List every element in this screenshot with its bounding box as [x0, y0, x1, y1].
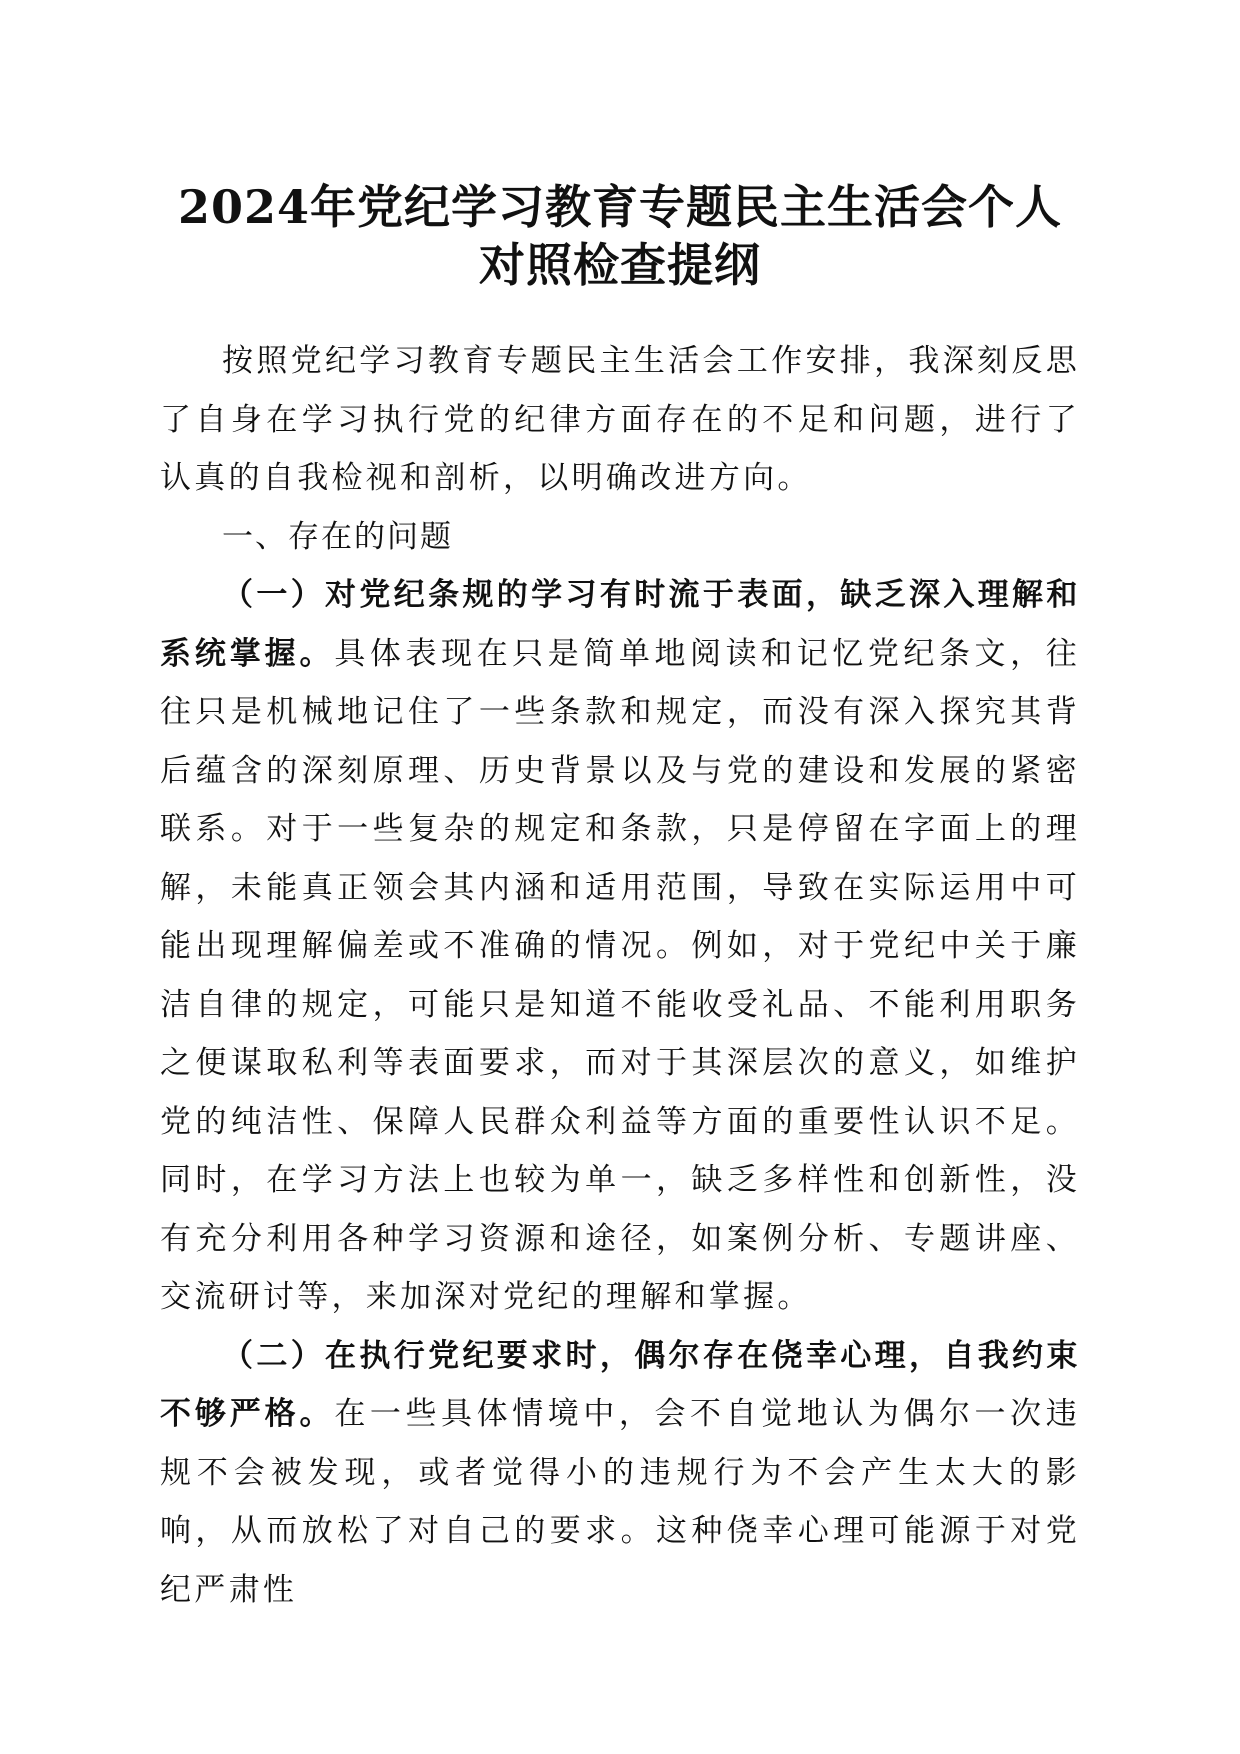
problem-item-2 [160, 1327, 1080, 1620]
document-title-line-1: 2024年党纪学习教育专题民主生活会个人 [177, 180, 1063, 234]
problem-item-1-lead: （一）对党纪条规的学习有时流于表面，缺乏深入理解和系统掌握。 [160, 577, 1080, 672]
intro-paragraph: 按照党纪学习教育专题民主生活会工作安排，我深刻反思了自身在学习执行党的纪律方面存在的不足和问题，进行了认真的自我检视和剖析，以明确改进方向。 [160, 343, 1080, 496]
problem-item-1 [160, 566, 1080, 1327]
problem-item-1-text: 具体表现在只是简单地阅读和记忆党纪条文，往往只是机械地记住了一些条款和规定，而没有深入探究其背后蕴含的深刻原理、历史背景以及与党的建设和发展的紧密联系。对于一些复杂的规定和条款，只是停留在字面上的理解，未能真正领会其内涵和适用范围，导致在实际运用中可能出现理解偏差或不准确的情况。例如，对于党纪中关于廉洁自律的规定，可能只是知道不能收受礼品、不能利用职务之便谋取私利等表面要求，而对于其深层次的意义，如维护党的纯洁性、保障人民群众利益等方面的重要性认识不足。同时，在学习方法上也较为单一，缺乏多样性和创新性，没有充分利用各种学习资源和途径，如案例分析、专题讲座、交流研讨等，来加深对党纪的理解和掌握。 [160, 635, 1080, 1315]
problem-item-2-lead: （二）在执行党纪要求时，偶尔存在侥幸心理，自我约束不够严格。 [160, 1337, 1080, 1432]
section-heading-problems: 一、存在的问题 [222, 518, 453, 555]
document-body [160, 332, 1080, 1619]
document-title-line-2: 对照检查提纲 [479, 238, 761, 292]
problem-item-2-text: 在一些具体情境中，会不自觉地认为偶尔一次违规不会被发现，或者觉得小的违规行为不会产生太大的影响，从而放松了对自己的要求。这种侥幸心理可能源于对党纪严肃性 [160, 1396, 1080, 1608]
